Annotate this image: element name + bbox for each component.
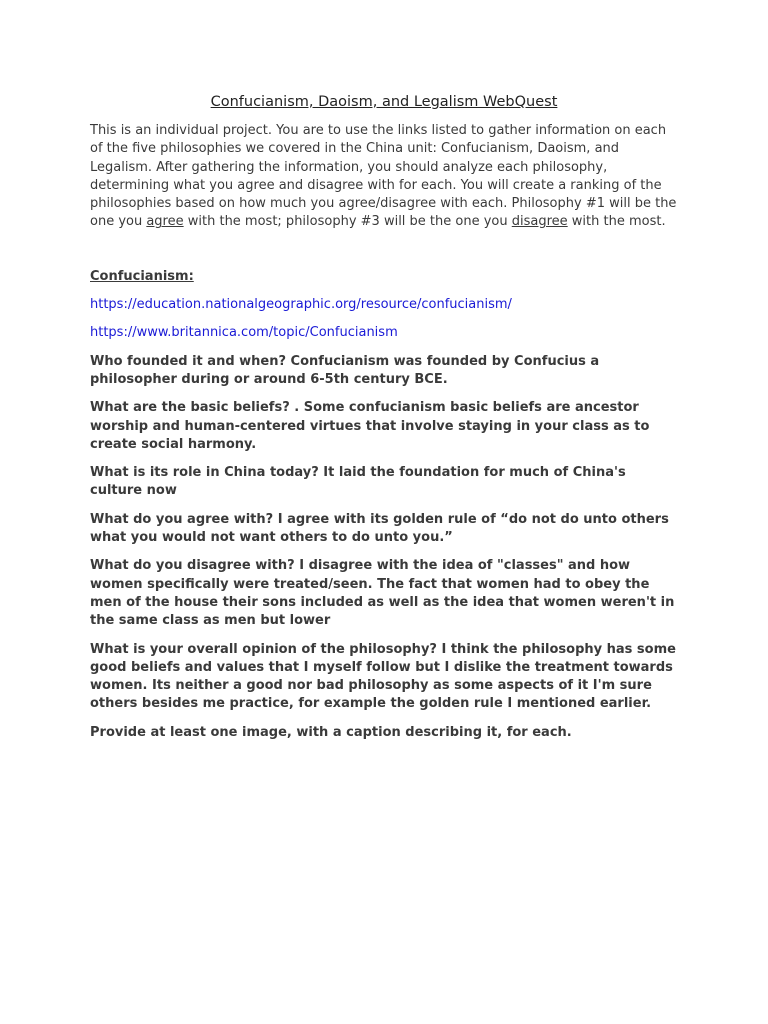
instruction-image: Provide at least one image, with a caption describing it, for each. (90, 724, 572, 740)
question-disagree: What do you disagree with? I disagree with the idea of "classes" and how women specifically were treated/seen. The fact that women had to obey the men of the house their sons included as well as the idea that women weren't in the same class as men but lower (90, 558, 675, 629)
intro-paragraph (90, 122, 682, 232)
intro-text-3: with the most. (567, 214, 666, 230)
question-opinion: What is your overall opinion of the philosophy? I think the philosophy has some good beliefs and values that I myself follow but I dislike the treatment towards women. Its neither a good nor bad philosophy as some aspects of it I'm sure others besides me practice, for example the golden rule I mentioned earlier. (90, 641, 676, 712)
question-role-today: What is its role in China today? It laid the foundation for much of China's culture now (90, 465, 626, 499)
agree-word: agree (146, 214, 184, 230)
section-heading-confucianism: Confucianism: (90, 268, 194, 284)
question-agree: What do you agree with? I agree with its golden rule of “do not do unto others what you would not want others to do unto you.” (90, 511, 669, 546)
document-title: Confucianism, Daoism, and Legalism WebQuest (210, 94, 558, 110)
intro-text-2: with the most; philosophy #3 will be the one you (183, 214, 512, 230)
question-beliefs: What are the basic beliefs? . Some confucianism basic beliefs are ancestor worship and human-centered virtues that involve staying in your class as to create social harmony. (90, 400, 650, 452)
question-founder: Who founded it and when? Confucianism was founded by Confucius a philosopher during or around 6-5th century BCE. (90, 353, 600, 387)
link-national-geographic[interactable]: https://education.nationalgeographic.org/resource/confucianism/ (90, 297, 512, 313)
link-britannica[interactable]: https://www.britannica.com/topic/Confucianism (90, 325, 398, 341)
intro-text-1: This is an individual project. You are to use the links listed to gather information on each of the five philosophies we covered in the China unit: Confucianism, Daoism, and Legalism. After gathering the information, you should analyze each philosophy, determining what you agree and disagree with for each. You will create a ranking of the philosophies based on how much you agree/disagree with each. Philosophy #1 will be the one you (90, 123, 677, 230)
disagree-word: disagree (511, 214, 568, 230)
document-body (90, 122, 682, 742)
